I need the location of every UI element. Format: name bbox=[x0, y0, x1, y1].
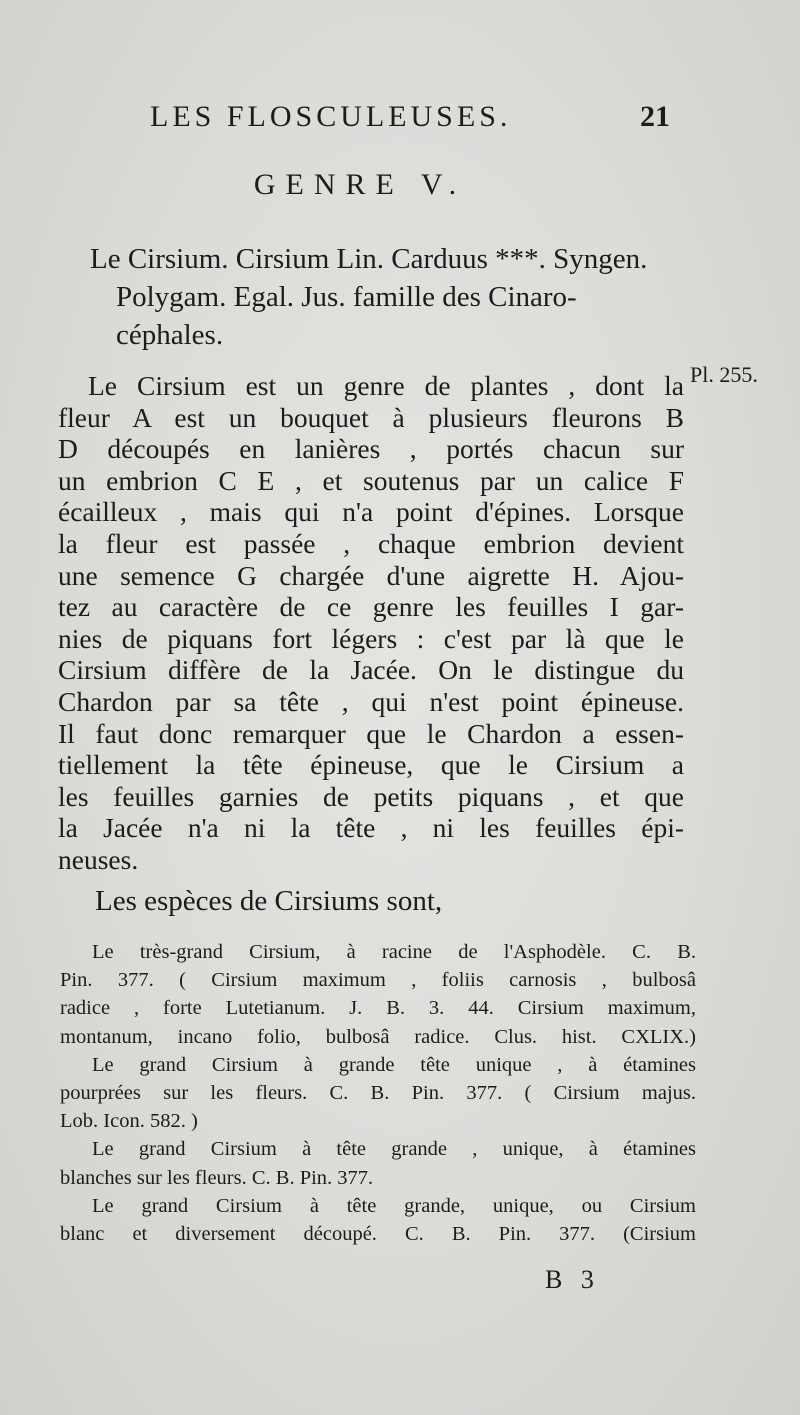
intro-line: céphales. bbox=[116, 319, 224, 351]
intro-line: Le Cirsium. Cirsium Lin. Carduus ***. Syngen. bbox=[90, 243, 648, 275]
body-line: D découpés en lanières , portés chacun sur bbox=[58, 433, 684, 465]
species-line: Pin. 377. ( Cirsium maximum , foliis carnosis , bulbosâ bbox=[60, 969, 696, 992]
body-line: Cirsium diffère de la Jacée. On le distingue du bbox=[58, 654, 684, 686]
body-line: neuses. bbox=[58, 843, 139, 875]
body-line: la Jacée n'a ni la tête , ni les feuilles épi- bbox=[58, 812, 684, 844]
species-section-heading: Les espèces de Cirsiums sont, bbox=[95, 885, 443, 917]
page-number: 21 bbox=[640, 100, 670, 133]
running-head-title: LES FLOSCULEUSES. bbox=[150, 100, 512, 133]
species-line: Le grand Cirsium à tête grande, unique, ou Cirsium bbox=[92, 1194, 696, 1217]
species-line: Lob. Icon. 582. ) bbox=[60, 1110, 198, 1133]
body-line: une semence G chargée d'une aigrette H. Ajou- bbox=[58, 559, 684, 591]
body-line: Le Cirsium est un genre de plantes , dont la bbox=[88, 370, 684, 401]
body-line: tez au caractère de ce genre les feuilles I gar- bbox=[58, 591, 684, 623]
body-line: Chardon par sa tête , qui n'est point épineuse. bbox=[58, 685, 684, 717]
body-line: la fleur est passée , chaque embrion devient bbox=[58, 527, 684, 559]
intro-line: Polygam. Egal. Jus. famille des Cinaro- bbox=[116, 281, 577, 313]
plate-reference: Pl. 255. bbox=[690, 362, 758, 387]
species-line: Le grand Cirsium à tête grande , unique, à étamines bbox=[92, 1138, 696, 1161]
species-list bbox=[60, 938, 696, 1248]
running-head bbox=[150, 100, 670, 140]
body-line: nies de piquans fort légers : c'est par là que le bbox=[58, 622, 684, 654]
species-line: blanches sur les fleurs. C. B. Pin. 377. bbox=[60, 1166, 374, 1189]
species-line: Le grand Cirsium à grande tête unique , à étamines bbox=[92, 1053, 696, 1076]
species-line: pourprées sur les fleurs. C. B. Pin. 377. ( Cirsium majus. bbox=[60, 1082, 696, 1105]
body-line: les feuilles garnies de petits piquans , et que bbox=[58, 780, 684, 812]
signature-mark: B 3 bbox=[545, 1265, 600, 1294]
genus-intro bbox=[90, 240, 690, 354]
genus-description bbox=[58, 370, 684, 876]
body-line: un embrion C E , et soutenus par un calice F bbox=[58, 464, 684, 496]
body-line: tiellement la tête épineuse, que le Cirsium a bbox=[58, 749, 684, 781]
species-line: montanum, incano folio, bulbosâ radice. Clus. hist. CXLIX.) bbox=[60, 1025, 696, 1048]
species-line: Le très-grand Cirsium, à racine de l'Asphodèle. C. B. bbox=[92, 941, 696, 963]
body-line: écailleux , mais qui n'a point d'épines. Lorsque bbox=[58, 496, 684, 528]
species-line: blanc et diversement découpé. C. B. Pin. 377. (Cirsium bbox=[60, 1223, 696, 1246]
body-line: Il faut donc remarquer que le Chardon a essen- bbox=[58, 717, 684, 749]
genre-heading: GENRE V. bbox=[253, 168, 467, 201]
body-line: fleur A est un bouquet à plusieurs fleurons B bbox=[58, 401, 684, 433]
species-line: radice , forte Lutetianum. J. B. 3. 44. Cirsium maximum, bbox=[60, 997, 696, 1020]
